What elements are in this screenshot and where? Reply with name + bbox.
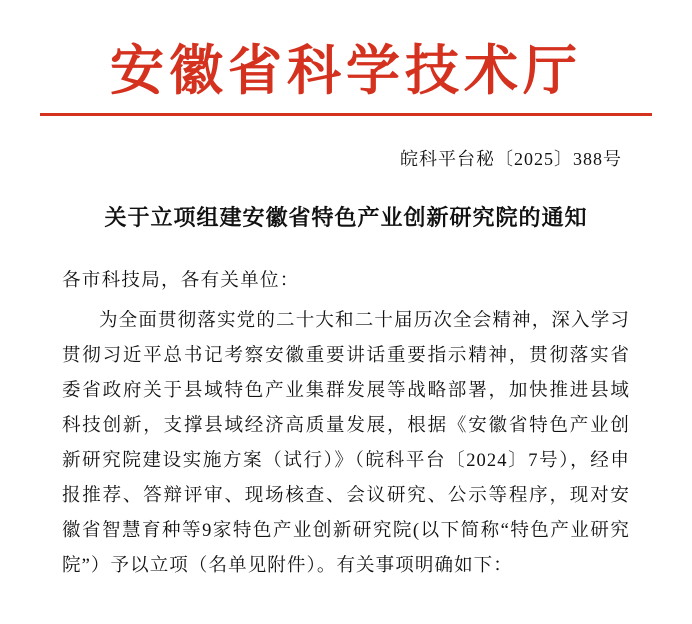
salutation: 各市科技局，各有关单位： xyxy=(62,271,300,292)
body-text xyxy=(62,304,630,584)
page-title: 关于立项组建安徽省特色产业创新研究院的通知 xyxy=(104,205,588,231)
issuing-authority-title: 安徽省科学技术厅 xyxy=(110,41,582,101)
body-paragraph-1: 为全面贯彻落实党的二十大和二十届历次全会精神，深入学习贯彻习近平总书记考察安徽重要讲话重要指示精神，贯彻落实省委省政府关于县域特色产业集群发展等战略部署，加快推进县域科技创新，支撑县域经济高质量发展，根据《安徽省特色产业创新研究院建设实施方案（试行）》（皖科平台〔2024〕7号），经申报推荐、答辩评审、现场核查、会议研究、公示等程序，现对安徽省智慧育种等9家特色产业创新研究院(以下简称“特色产业研究院”）予以立项（名单见附件）。有关事项明确如下： xyxy=(62,311,630,577)
document-number: 皖科平台秘〔2025〕388号 xyxy=(400,149,622,170)
masthead xyxy=(62,0,630,101)
header-red-rule xyxy=(40,113,652,116)
